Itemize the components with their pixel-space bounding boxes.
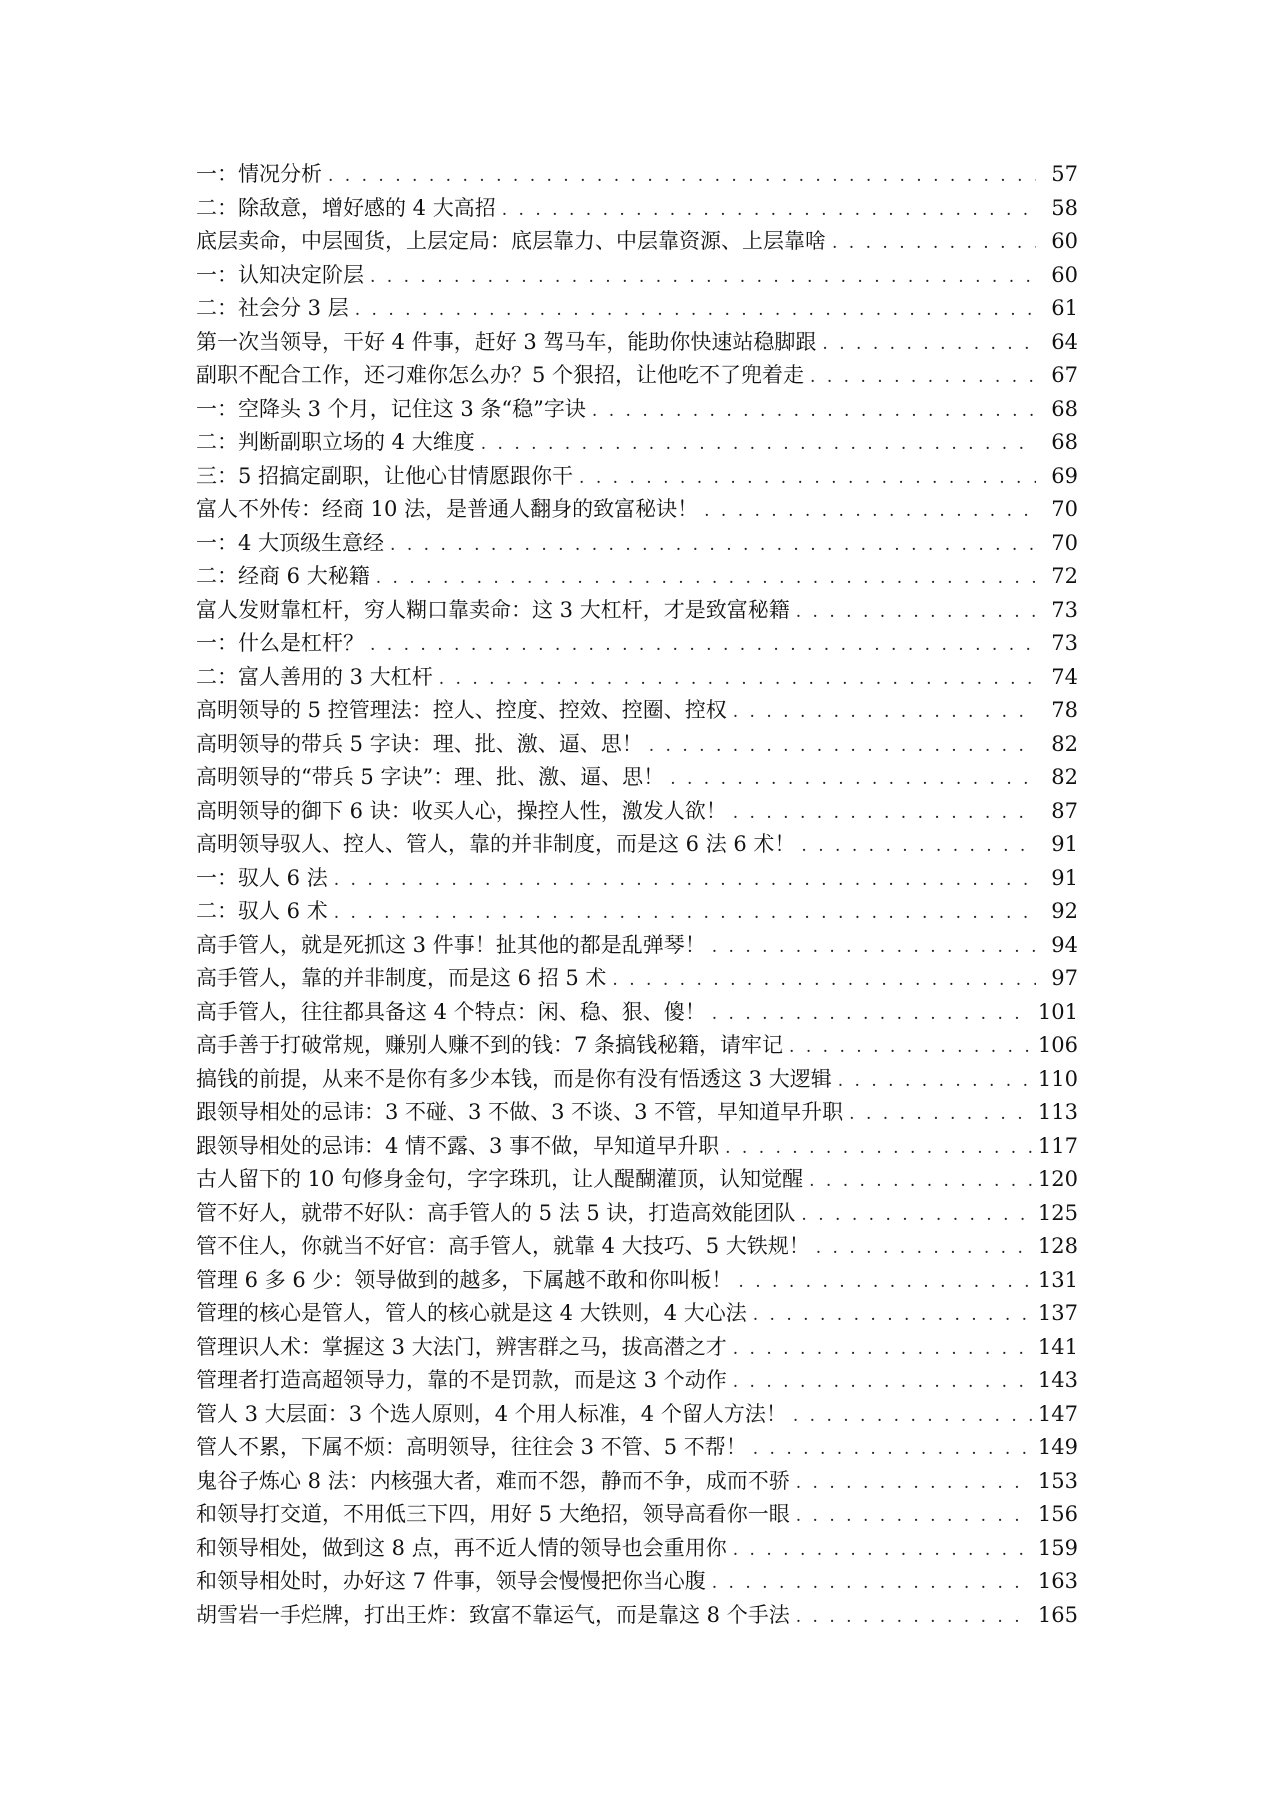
toc-entry-title: 一：空降头 3 个月，记住这 3 条“稳”字诀: [196, 396, 586, 421]
dot-leader: [579, 462, 1036, 496]
toc-entry[interactable]: [196, 594, 1078, 628]
dot-leader: [849, 1098, 1032, 1132]
dot-leader: [328, 160, 1036, 194]
toc-entry[interactable]: [196, 862, 1078, 896]
toc-entry-title: 管理识人术：掌握这 3 大法门，辨害群之马，拔高潜之才: [196, 1334, 727, 1359]
toc-entry[interactable]: [196, 694, 1078, 728]
dot-leader: [796, 1500, 1032, 1534]
toc-entry-title: 一：认知决定阶层: [196, 262, 364, 287]
toc-entry-page-number: 61: [1051, 296, 1078, 320]
dot-leader: [796, 1601, 1032, 1635]
toc-entry-title: 高明领导的带兵 5 字诀：理、批、激、逼、思！: [196, 731, 643, 756]
toc-entry-page-number: 153: [1037, 1468, 1078, 1493]
dot-leader: [502, 194, 1036, 228]
dot-leader: [334, 864, 1036, 898]
dot-leader: [796, 1467, 1032, 1501]
toc-entry-title: 跟领导相处的忌讳：3 不碰、3 不做、3 不谈、3 不管，早知道早升职: [196, 1100, 844, 1124]
dot-leader: [439, 663, 1036, 697]
dot-leader: [670, 763, 1036, 797]
toc-entry-page-number: 131: [1037, 1267, 1078, 1292]
toc-entry[interactable]: [196, 426, 1078, 460]
toc-entry-page-number: 106: [1037, 1033, 1078, 1057]
toc-entry[interactable]: [196, 359, 1078, 393]
dot-leader: [334, 897, 1036, 931]
dot-leader: [822, 328, 1036, 362]
toc-entry-page-number: 91: [1051, 832, 1078, 856]
toc-entry-title: 和领导打交道，不用低三下四，用好 5 大绝招，领导高看你一眼: [196, 1502, 790, 1526]
toc-entry-title: 高明领导的御下 6 诀：收买人心，操控人性，激发人欲！: [196, 798, 727, 823]
toc-entry[interactable]: [196, 1063, 1078, 1097]
toc-entry-title: 高手管人，靠的并非制度，而是这 6 招 5 术: [196, 966, 607, 990]
toc-entry-page-number: 97: [1051, 966, 1078, 990]
dot-leader: [712, 998, 1032, 1032]
toc-entry-page-number: 113: [1037, 1100, 1078, 1124]
dot-leader: [733, 696, 1036, 730]
toc-entry-page-number: 159: [1037, 1535, 1078, 1560]
toc-entry[interactable]: [196, 1498, 1078, 1532]
dot-leader: [649, 730, 1036, 764]
toc-entry-title: 第一次当领导，干好 4 件事，赶好 3 驾马车，能助你快速站稳脚跟: [196, 329, 817, 354]
toc-entry-title: 三：5 招搞定副职，让他心甘情愿跟你干: [196, 463, 574, 488]
toc-entry-page-number: 67: [1051, 363, 1078, 387]
dot-leader: [376, 562, 1036, 596]
toc-entry-title: 管理者打造高超领导力，靠的不是罚款，而是这 3 个动作: [196, 1368, 727, 1392]
toc-entry-title: 一：4 大顶级生意经: [196, 530, 385, 555]
toc-entry[interactable]: [196, 192, 1078, 226]
toc-entry-page-number: 64: [1051, 329, 1078, 354]
toc-entry-title: 高手善于打破常规，赚别人赚不到的钱：7 条搞钱秘籍，请牢记: [196, 1033, 784, 1057]
dot-leader: [838, 1065, 1032, 1099]
toc-entry-title: 管人 3 大层面：3 个选人原则，4 个用人标准，4 个留人方法！: [196, 1401, 787, 1426]
toc-entry-page-number: 57: [1051, 162, 1078, 186]
toc-entry[interactable]: [196, 393, 1078, 427]
toc-entry-page-number: 68: [1051, 396, 1078, 421]
toc-entry[interactable]: [196, 1297, 1078, 1331]
toc-entry[interactable]: [196, 292, 1078, 326]
toc-entry-page-number: 60: [1051, 229, 1078, 253]
toc-entry-page-number: 72: [1051, 564, 1078, 588]
toc-entry-title: 一：情况分析: [196, 162, 322, 186]
dot-leader: [738, 1266, 1031, 1300]
toc-entry[interactable]: [196, 1264, 1078, 1298]
table-of-contents: [196, 158, 1078, 1632]
toc-entry[interactable]: [196, 1364, 1078, 1398]
toc-entry-title: 二：驭人 6 术: [196, 899, 328, 923]
toc-entry-page-number: 156: [1037, 1502, 1078, 1526]
toc-entry-title: 管不好人，就带不好队：高手管人的 5 法 5 诀，打造高效能团队: [196, 1200, 796, 1225]
dot-leader: [832, 227, 1036, 261]
dot-leader: [809, 1165, 1032, 1199]
toc-entry[interactable]: [196, 1532, 1078, 1566]
toc-entry-title: 底层卖命，中层囤货，上层定局：底层靠力、中层靠资源、上层靠啥: [196, 229, 826, 253]
dot-leader: [390, 529, 1036, 563]
toc-entry-title: 二：经商 6 大秘籍: [196, 564, 370, 588]
dot-leader: [733, 1534, 1032, 1568]
toc-entry-page-number: 143: [1037, 1368, 1078, 1392]
toc-entry-title: 管不住人，你就当不好官：高手管人，就靠 4 大技巧、5 大铁规！: [196, 1234, 810, 1258]
toc-entry-page-number: 60: [1051, 262, 1078, 287]
dot-leader: [712, 931, 1036, 965]
toc-entry[interactable]: [196, 1197, 1078, 1231]
toc-entry-page-number: 137: [1037, 1301, 1078, 1325]
toc-entry[interactable]: [196, 259, 1078, 293]
toc-entry[interactable]: [196, 996, 1078, 1030]
toc-entry-page-number: 87: [1051, 798, 1078, 823]
toc-entry-title: 二：富人善用的 3 大杠杆: [196, 664, 433, 689]
toc-entry-page-number: 128: [1037, 1234, 1078, 1258]
toc-entry-title: 和领导相处，做到这 8 点，再不近人情的领导也会重用你: [196, 1535, 727, 1560]
dot-leader: [733, 1333, 1032, 1367]
toc-entry[interactable]: [196, 560, 1078, 594]
toc-entry[interactable]: [196, 761, 1078, 795]
toc-entry[interactable]: [196, 460, 1078, 494]
toc-entry-page-number: 147: [1037, 1401, 1078, 1426]
dot-leader: [704, 495, 1036, 529]
dot-leader: [796, 596, 1036, 630]
dot-leader: [592, 395, 1036, 429]
toc-entry-page-number: 163: [1037, 1569, 1078, 1593]
toc-entry-page-number: 117: [1037, 1133, 1078, 1158]
toc-entry-page-number: 141: [1037, 1334, 1078, 1359]
toc-entry-title: 副职不配合工作，还刁难你怎么办？5 个狠招，让他吃不了兜着走: [196, 363, 805, 387]
toc-entry-title: 富人不外传：经商 10 法，是普通人翻身的致富秘诀！: [196, 497, 699, 521]
toc-entry-page-number: 92: [1051, 899, 1078, 923]
dot-leader: [355, 294, 1036, 328]
toc-entry-title: 高明领导的 5 控管理法：控人、控度、控效、控圈、控权: [196, 698, 727, 722]
toc-entry-page-number: 165: [1037, 1602, 1078, 1627]
dot-leader: [481, 428, 1036, 462]
toc-entry-title: 跟领导相处的忌讳：4 情不露、3 事不做，早知道早升职: [196, 1133, 720, 1158]
toc-entry-page-number: 125: [1037, 1200, 1078, 1225]
toc-entry-page-number: 70: [1051, 497, 1078, 521]
toc-entry-title: 鬼谷子炼心 8 法：内核强大者，难而不怨，静而不争，成而不骄: [196, 1468, 790, 1493]
dot-leader: [753, 1299, 1032, 1333]
dot-leader: [612, 964, 1036, 998]
toc-entry[interactable]: [196, 1465, 1078, 1499]
dot-leader: [816, 1232, 1032, 1266]
toc-entry-page-number: 82: [1051, 765, 1078, 789]
toc-entry[interactable]: [196, 1398, 1078, 1432]
toc-entry-title: 二：判断副职立场的 4 大维度: [196, 430, 475, 454]
toc-entry-page-number: 73: [1051, 631, 1078, 655]
dot-leader: [801, 1199, 1031, 1233]
toc-entry-title: 古人留下的 10 句修身金句，字字珠玑，让人醍醐灌顶，认知觉醒: [196, 1167, 804, 1191]
toc-entry[interactable]: [196, 1565, 1078, 1599]
toc-entry[interactable]: [196, 493, 1078, 527]
toc-entry-page-number: 68: [1051, 430, 1078, 454]
toc-entry[interactable]: [196, 326, 1078, 360]
toc-entry-page-number: 149: [1037, 1435, 1078, 1459]
toc-entry-title: 富人发财靠杠杆，穷人糊口靠卖命：这 3 大杠杆，才是致富秘籍: [196, 597, 790, 622]
toc-entry[interactable]: [196, 1431, 1078, 1465]
toc-entry-page-number: 101: [1037, 999, 1078, 1024]
toc-entry-title: 一：驭人 6 法: [196, 865, 328, 890]
toc-entry-title: 胡雪岩一手烂牌，打出王炸：致富不靠运气，而是靠这 8 个手法: [196, 1602, 790, 1627]
toc-entry-title: 高手管人，就是死抓这 3 件事！扯其他的都是乱弹琴！: [196, 932, 706, 957]
toc-entry[interactable]: [196, 225, 1078, 259]
toc-entry-title: 二：除敌意，增好感的 4 大高招: [196, 195, 496, 220]
toc-entry-page-number: 58: [1051, 195, 1078, 220]
toc-entry[interactable]: [196, 1599, 1078, 1633]
dot-leader: [793, 1400, 1032, 1434]
toc-entry-page-number: 78: [1051, 698, 1078, 722]
toc-entry-title: 管人不累，下属不烦：高明领导，往往会 3 不管、5 不帮！: [196, 1435, 747, 1459]
dot-leader: [725, 1132, 1032, 1166]
dot-leader: [370, 261, 1036, 295]
dot-leader: [733, 797, 1036, 831]
toc-entry-page-number: 73: [1051, 597, 1078, 622]
toc-entry[interactable]: [196, 929, 1078, 963]
toc-entry[interactable]: [196, 1331, 1078, 1365]
toc-entry-page-number: 70: [1051, 530, 1078, 555]
toc-entry-title: 搞钱的前提，从来不是你有多少本钱，而是你有没有悟透这 3 大逻辑: [196, 1066, 832, 1091]
toc-entry-title: 高手管人，往往都具备这 4 个特点：闲、稳、狠、傻！: [196, 999, 706, 1024]
dot-leader: [753, 1433, 1032, 1467]
toc-entry[interactable]: [196, 627, 1078, 661]
toc-entry-title: 高明领导的“带兵 5 字诀”：理、批、激、逼、思！: [196, 765, 665, 789]
toc-entry[interactable]: [196, 158, 1078, 192]
dot-leader: [712, 1567, 1032, 1601]
dot-leader: [810, 361, 1036, 395]
dot-leader: [801, 830, 1036, 864]
toc-entry-page-number: 110: [1037, 1066, 1078, 1091]
toc-entry-page-number: 82: [1051, 731, 1078, 756]
toc-entry-page-number: 120: [1037, 1167, 1078, 1191]
toc-entry[interactable]: [196, 1029, 1078, 1063]
dot-leader: [733, 1366, 1032, 1400]
toc-entry[interactable]: [196, 661, 1078, 695]
toc-entry-title: 高明领导驭人、控人、管人，靠的并非制度，而是这 6 法 6 术！: [196, 832, 796, 856]
toc-entry[interactable]: [196, 527, 1078, 561]
toc-entry-title: 管理 6 多 6 少：领导做到的越多，下属越不敢和你叫板！: [196, 1267, 733, 1292]
dot-leader: [370, 629, 1036, 663]
toc-entry[interactable]: [196, 1230, 1078, 1264]
toc-entry-title: 管理的核心是管人，管人的核心就是这 4 大铁则，4 大心法: [196, 1301, 747, 1325]
toc-entry[interactable]: [196, 1163, 1078, 1197]
toc-entry-title: 二：社会分 3 层: [196, 296, 349, 320]
toc-entry[interactable]: [196, 795, 1078, 829]
toc-entry-title: 一：什么是杠杆？: [196, 631, 364, 655]
toc-entry-page-number: 74: [1051, 664, 1078, 689]
toc-entry-page-number: 94: [1051, 932, 1078, 957]
toc-entry-title: 和领导相处时，办好这 7 件事，领导会慢慢把你当心腹: [196, 1569, 706, 1593]
toc-entry[interactable]: [196, 1096, 1078, 1130]
toc-entry[interactable]: [196, 1130, 1078, 1164]
toc-entry[interactable]: [196, 895, 1078, 929]
toc-entry-page-number: 69: [1051, 463, 1078, 488]
toc-entry[interactable]: [196, 962, 1078, 996]
toc-entry-page-number: 91: [1051, 865, 1078, 890]
toc-entry[interactable]: [196, 728, 1078, 762]
dot-leader: [789, 1031, 1032, 1065]
toc-entry[interactable]: [196, 828, 1078, 862]
